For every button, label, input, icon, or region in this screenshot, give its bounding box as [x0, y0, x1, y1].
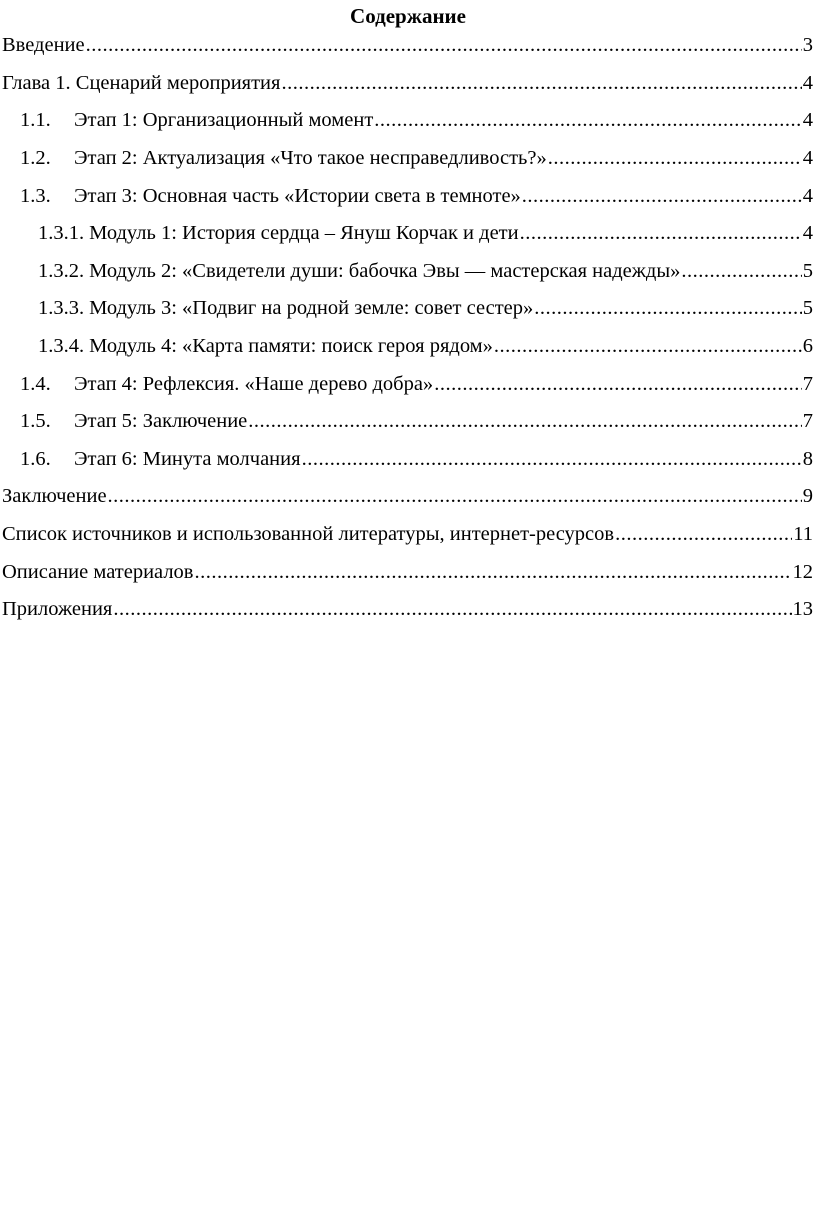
toc-page-number: 11 — [793, 523, 813, 546]
toc-page-number: 5 — [802, 297, 813, 320]
toc-entry-number: 1.4. — [20, 372, 51, 395]
toc-entry-number: 1.5. — [20, 410, 51, 433]
toc-page-number: 12 — [792, 560, 813, 583]
toc-entry-text: Описание материалов — [2, 560, 194, 583]
toc-entry-1-3-4[interactable] — [0, 328, 816, 366]
toc-dot-leader — [615, 523, 792, 546]
toc-page-number: 7 — [802, 372, 813, 395]
toc-entry-text: Приложения — [2, 598, 113, 621]
toc-entry-number: 1.1. — [20, 109, 51, 132]
toc-entry-text: Этап 2: Актуализация «Что такое несправедливость?» — [74, 147, 547, 170]
toc-entry-materials[interactable] — [0, 553, 816, 591]
toc-dot-leader — [248, 410, 801, 433]
toc-entry-number: 1.3. — [20, 184, 51, 207]
toc-entry-text: Модуль 1: История сердца – Януш Корчак и дети — [89, 222, 519, 245]
toc-dot-leader — [108, 485, 802, 508]
toc-page-number: 6 — [802, 335, 813, 358]
toc-dot-leader — [113, 598, 791, 621]
toc-dot-leader — [494, 335, 802, 358]
toc-page-number: 7 — [802, 410, 813, 433]
toc-dot-leader — [681, 260, 801, 283]
toc-entry-text: Введение — [2, 34, 85, 57]
toc-page-number: 5 — [802, 259, 813, 282]
toc-entry-number: 1.3.2. — [38, 259, 85, 282]
toc-page-number: 4 — [802, 109, 813, 132]
toc-entry-text: Глава 1. Сценарий мероприятия — [2, 71, 281, 94]
toc-entry-number: 1.3.3. — [38, 297, 85, 320]
toc-dot-leader — [434, 373, 802, 396]
toc-entry-sources[interactable] — [0, 516, 816, 554]
toc-entry-text: Этап 4: Рефлексия. «Наше дерево добра» — [74, 372, 434, 395]
toc-entry-chapter-1[interactable] — [0, 65, 816, 103]
toc-entry-1-3[interactable] — [0, 177, 816, 215]
toc-dot-leader — [86, 34, 802, 57]
toc-entry-text: Модуль 2: «Свидетели души: бабочка Эвы — мастерская надежды» — [89, 259, 681, 282]
toc-dot-leader — [520, 222, 802, 245]
toc-entry-text: Этап 3: Основная часть «Истории света в темноте» — [74, 184, 521, 207]
toc-dot-leader — [194, 561, 791, 584]
toc-entry-1-3-3[interactable] — [0, 290, 816, 328]
toc-dot-leader — [534, 297, 801, 320]
toc-entry-text: Модуль 4: «Карта памяти: поиск героя рядом» — [89, 335, 493, 358]
toc-entry-1-5[interactable] — [0, 403, 816, 441]
toc-entry-text: Модуль 3: «Подвиг на родной земле: совет сестер» — [89, 297, 534, 320]
toc-entry-1-3-1[interactable] — [0, 215, 816, 253]
toc-entry-1-3-2[interactable] — [0, 253, 816, 291]
toc-entry-text: Список источников и использованной литературы, интернет-ресурсов — [2, 523, 615, 546]
toc-dot-leader — [302, 448, 802, 471]
toc-entry-appendices[interactable] — [0, 591, 816, 629]
toc-dot-leader — [548, 147, 802, 170]
toc-list — [0, 27, 816, 629]
toc-entry-number: 1.2. — [20, 147, 51, 170]
toc-entry-text: Этап 1: Организационный момент — [74, 109, 374, 132]
toc-page-number: 9 — [802, 485, 813, 508]
toc-entry-1-2[interactable] — [0, 140, 816, 178]
toc-dot-leader — [522, 185, 802, 208]
toc-entry-number: 1.6. — [20, 447, 51, 470]
toc-page-number: 4 — [802, 222, 813, 245]
toc-page-number: 8 — [802, 447, 813, 470]
toc-entry-conclusion[interactable] — [0, 478, 816, 516]
toc-entry-number: 1.3.1. — [38, 222, 85, 245]
toc-dot-leader — [281, 72, 801, 95]
toc-entry-number: 1.3.4. — [38, 335, 85, 358]
toc-entry-introduction[interactable] — [0, 27, 816, 65]
toc-page-number: 4 — [802, 71, 813, 94]
toc-page-number: 13 — [792, 598, 813, 621]
toc-entry-1-4[interactable] — [0, 365, 816, 403]
toc-entry-1-6[interactable] — [0, 441, 816, 479]
toc-dot-leader — [374, 109, 801, 132]
toc-page-number: 3 — [802, 34, 813, 57]
toc-page-number: 4 — [802, 147, 813, 170]
toc-entry-text: Этап 6: Минута молчания — [74, 447, 301, 470]
toc-page-number: 4 — [802, 184, 813, 207]
toc-title: Содержание — [350, 4, 466, 28]
toc-entry-1-1[interactable] — [0, 102, 816, 140]
toc-entry-text: Заключение — [2, 485, 107, 508]
toc-entry-text: Этап 5: Заключение — [74, 410, 248, 433]
